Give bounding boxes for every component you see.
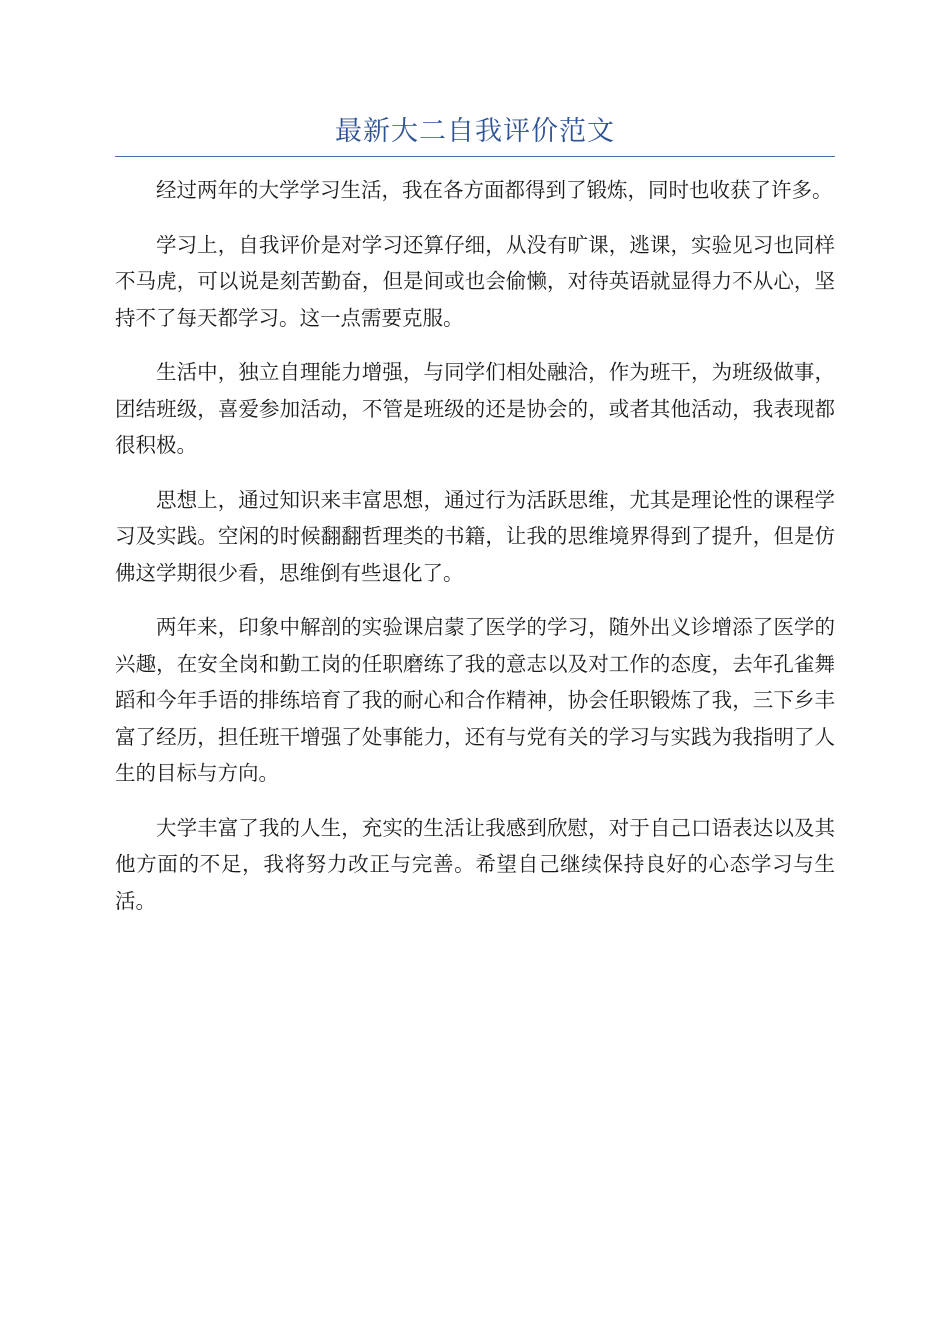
paragraph-intro: 经过两年的大学学习生活，我在各方面都得到了锻炼，同时也收获了许多。 xyxy=(156,178,833,202)
paragraph-experience: 两年来，印象中解剖的实验课启蒙了医学的学习，随外出义诊增添了医学的兴趣，在安全岗和勤工岗的任职磨练了我的意志以及对工作的态度，去年孔雀舞蹈和今年手语的排练培育了我的耐心和合作精神，协会任职锻炼了我，三下乡丰富了经历，担任班干增强了处事能力，还有与党有关的学习与实践为我指明了人生的目标与方向。 xyxy=(115,615,835,785)
paragraph-thought: 思想上，通过知识来丰富思想，通过行为活跃思维，尤其是理论性的课程学习及实践。空闲的时候翻翻哲理类的书籍，让我的思维境界得到了提升，但是仿佛这学期很少看，思维倒有些退化了。 xyxy=(115,487,835,585)
title-block xyxy=(115,112,835,157)
paragraph-life: 生活中，独立自理能力增强，与同学们相处融洽，作为班干，为班级做事，团结班级，喜爱参加活动，不管是班级的还是协会的，或者其他活动，我表现都很积极。 xyxy=(115,360,835,457)
document-body xyxy=(115,172,835,937)
paragraph-conclusion: 大学丰富了我的人生，充实的生活让我感到欣慰，对于自己口语表达以及其他方面的不足，我将努力改正与完善。希望自己继续保持良好的心态学习与生活。 xyxy=(115,815,835,913)
page-title: 最新大二自我评价范文 xyxy=(335,116,615,147)
paragraph-study: 学习上，自我评价是对学习还算仔细，从没有旷课，逃课，实验见习也同样不马虎，可以说是刻苦勤奋，但是间或也会偷懒，对待英语就显得力不从心，坚持不了每天都学习。这一点需要克服。 xyxy=(115,232,835,330)
